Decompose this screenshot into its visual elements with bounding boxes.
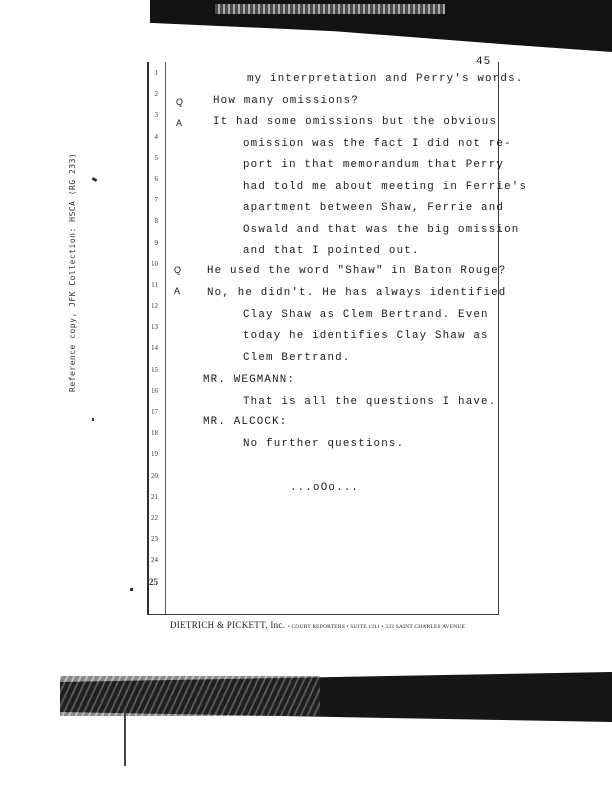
transcript-line: Clem Bertrand. — [243, 352, 351, 364]
transcript-line: my interpretation and Perry's words. — [247, 73, 524, 85]
scan-noise-bottom — [60, 676, 320, 716]
line-number: 8 — [154, 217, 158, 226]
transcript-line: He used the word "Shaw" in Baton Rouge? — [207, 265, 507, 277]
transcript-line: port in that memorandum that Perry — [243, 159, 505, 171]
line-number: 4 — [154, 132, 158, 141]
line-number: 1 — [154, 69, 158, 77]
line-number: 5 — [154, 153, 158, 162]
line-number: 21 — [151, 492, 158, 501]
line-number: 12 — [151, 302, 158, 311]
end-mark: ...oOo... — [290, 482, 360, 494]
line-number: 18 — [151, 429, 158, 438]
line-number: 13 — [151, 323, 158, 332]
transcript-line: Oswald and that was the big omission — [243, 224, 520, 236]
line-number: 11 — [151, 280, 158, 289]
transcript-line: and that I pointed out. — [243, 245, 420, 257]
transcript-line: That is all the questions I have. — [243, 396, 497, 408]
line-number-column — [136, 66, 158, 596]
line-number: 19 — [151, 450, 158, 459]
reporter-firm: DIETRICH & PICKETT, Inc. — [170, 620, 286, 630]
reporter-address: • COURT REPORTERS • SUITE 1211 • 333 SAINT CHARLES AVENUE — [287, 624, 466, 630]
line-number: 17 — [151, 408, 158, 416]
question-marker: Q — [176, 97, 184, 107]
scan-mark-line — [124, 710, 126, 766]
transcript-line: today he identifies Clay Shaw as — [243, 330, 489, 342]
line-number: 22 — [151, 513, 158, 522]
scan-noise-top — [215, 4, 445, 14]
speaker-label: MR. WEGMANN: — [203, 374, 296, 386]
reporter-footer — [170, 620, 490, 630]
line-number: 6 — [154, 174, 158, 183]
page-number: 45 — [476, 56, 492, 68]
transcript-margin-rule — [165, 62, 166, 614]
line-number: 25 — [149, 576, 158, 587]
line-number: 10 — [151, 259, 158, 268]
transcript-line: It had some omissions but the obvious — [213, 116, 498, 128]
transcript-line: No further questions. — [243, 438, 405, 450]
line-number: 24 — [151, 556, 158, 565]
scan-speck — [92, 418, 94, 421]
line-number: 16 — [151, 386, 158, 395]
transcript-line: had told me about meeting in Ferrie's — [243, 181, 528, 193]
line-number: 3 — [154, 111, 158, 120]
transcript-line: omission was the fact I did not re- — [243, 138, 512, 150]
line-number: 23 — [151, 535, 158, 544]
question-marker: Q — [174, 265, 182, 275]
scan-speck — [130, 588, 133, 591]
line-number: 7 — [154, 196, 158, 205]
side-reference-note: Reference copy, JFK Collection: HSCA (RG 233) — [68, 152, 77, 392]
line-number: 14 — [151, 344, 158, 353]
speaker-label: MR. ALCOCK: — [203, 416, 288, 428]
line-number: 20 — [151, 471, 158, 480]
scan-speck — [92, 177, 98, 182]
line-number: 9 — [154, 238, 158, 247]
answer-marker: A — [174, 286, 181, 296]
line-number: 2 — [154, 90, 158, 99]
transcript-line: apartment between Shaw, Ferrie and — [243, 202, 505, 214]
answer-marker: A — [176, 118, 183, 128]
line-number: 15 — [151, 365, 158, 374]
transcript-line: Clay Shaw as Clem Bertrand. Even — [243, 309, 489, 321]
transcript-line: How many omissions? — [213, 95, 359, 107]
transcript-line: No, he didn't. He has always identified — [207, 287, 507, 299]
